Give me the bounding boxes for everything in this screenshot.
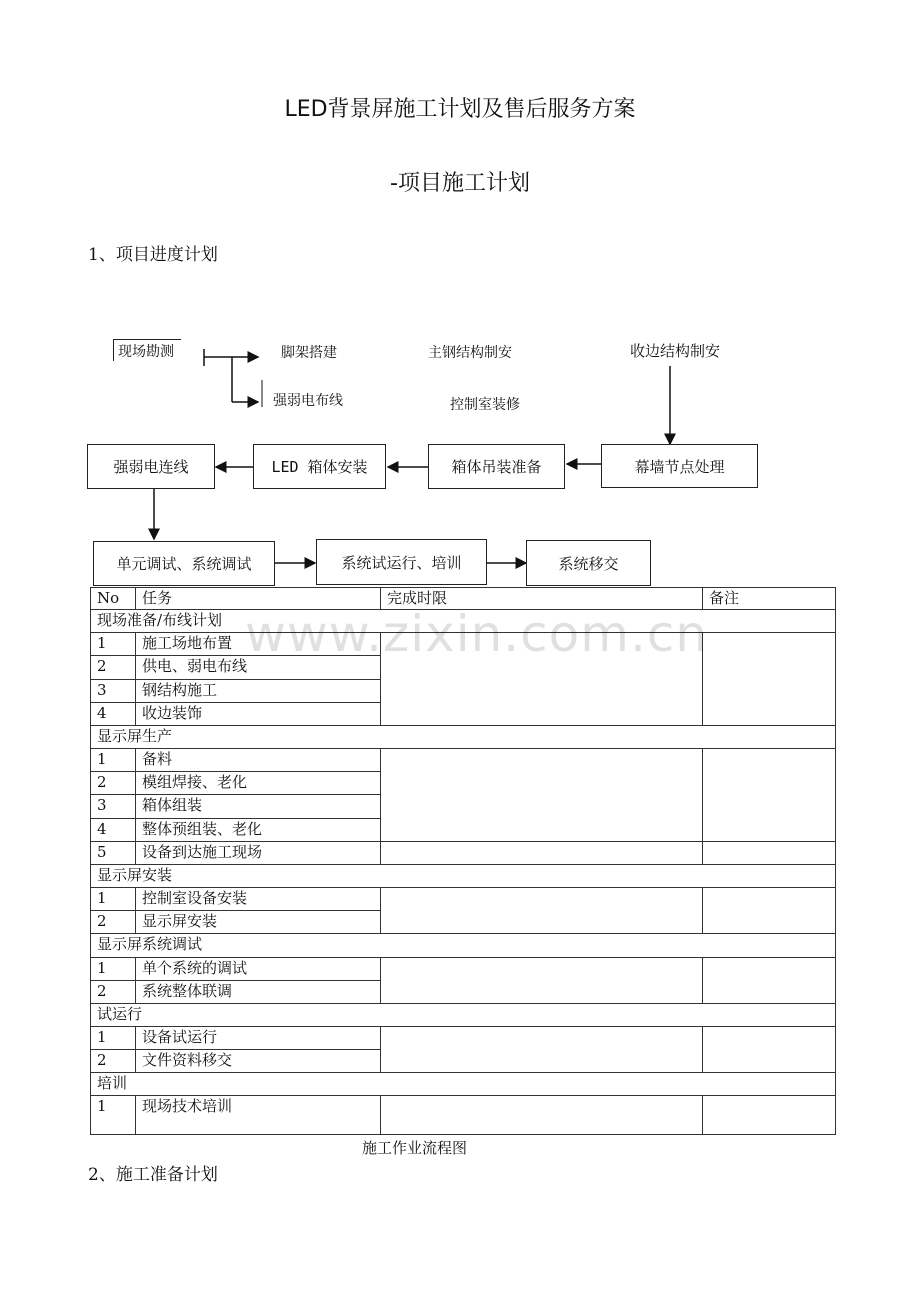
deadline-cell	[381, 888, 703, 934]
group-title: 培训	[91, 1073, 836, 1096]
watermark-text: www.zixin.com.cn	[245, 605, 709, 663]
remark-cell	[703, 957, 836, 1003]
remark-cell	[703, 888, 836, 934]
row-task: 箱体组装	[136, 795, 381, 818]
section-heading-2: 2、施工准备计划	[88, 1165, 218, 1185]
deadline-cell	[381, 841, 703, 864]
group-title: 显示屏生产	[91, 725, 836, 748]
row-task: 施工场地布置	[136, 633, 381, 656]
flow-node-edge-install: 收边结构制安	[630, 342, 721, 360]
row-no: 2	[91, 656, 136, 679]
flow-node-trial-training: 系统试运行、培训	[316, 539, 487, 585]
deadline-cell	[381, 1096, 703, 1135]
row-task: 设备到达施工现场	[136, 841, 381, 864]
header-task: 任务	[136, 588, 381, 610]
row-task: 单个系统的调试	[136, 957, 381, 980]
row-task: 整体预组装、老化	[136, 818, 381, 841]
row-no: 1	[91, 633, 136, 656]
flow-node-led-install: LED 箱体安装	[253, 444, 386, 489]
table-row	[91, 841, 836, 864]
figure-caption: 施工作业流程图	[362, 1139, 468, 1157]
row-task: 模组焊接、老化	[136, 772, 381, 795]
remark-cell	[703, 749, 836, 842]
row-no: 1	[91, 888, 136, 911]
deadline-cell	[381, 749, 703, 842]
row-task: 收边装饰	[136, 702, 381, 725]
row-no: 1	[91, 749, 136, 772]
remark-cell	[703, 1096, 836, 1135]
table-row	[91, 1096, 836, 1135]
row-task: 现场技术培训	[136, 1096, 381, 1135]
row-task: 控制室设备安装	[136, 888, 381, 911]
row-task: 显示屏安装	[136, 911, 381, 934]
schedule-table	[90, 587, 836, 1135]
flow-node-unit-debug: 单元调试、系统调试	[93, 541, 275, 586]
row-no: 5	[91, 841, 136, 864]
flow-node-curtain-node: 幕墙节点处理	[601, 444, 758, 488]
row-no: 2	[91, 980, 136, 1003]
group-title: 显示屏安装	[91, 864, 836, 887]
row-no: 3	[91, 679, 136, 702]
group-title: 显示屏系统调试	[91, 934, 836, 957]
row-no: 4	[91, 818, 136, 841]
row-no: 4	[91, 702, 136, 725]
row-task: 钢结构施工	[136, 679, 381, 702]
header-deadline: 完成时限	[381, 588, 703, 610]
row-task: 供电、弱电布线	[136, 656, 381, 679]
deadline-cell	[381, 957, 703, 1003]
section-heading-1: 1、项目进度计划	[88, 245, 218, 265]
flow-node-control-room: 控制室装修	[450, 397, 520, 413]
header-no: No	[91, 588, 136, 610]
flow-node-hoist-prep: 箱体吊装准备	[428, 444, 565, 489]
flow-node-handover: 系统移交	[526, 540, 651, 586]
group-title: 现场准备/布线计划	[91, 610, 836, 633]
row-task: 系统整体联调	[136, 980, 381, 1003]
remark-cell	[703, 1026, 836, 1072]
flow-node-power-connect: 强弱电连线	[87, 444, 215, 489]
row-no: 1	[91, 957, 136, 980]
table-row	[91, 888, 836, 911]
flow-node-steel-install: 主钢结构制安	[428, 345, 512, 361]
flow-diagram-connectors	[0, 0, 920, 600]
remark-cell	[703, 633, 836, 726]
header-remark: 备注	[703, 588, 836, 610]
group-title: 试运行	[91, 1003, 836, 1026]
row-no: 1	[91, 1026, 136, 1049]
row-task: 文件资料移交	[136, 1050, 381, 1073]
document-title: LED背景屏施工计划及售后服务方案	[284, 97, 636, 122]
flow-node-scaffold: 脚架搭建	[281, 345, 337, 361]
row-no: 2	[91, 772, 136, 795]
row-no: 2	[91, 911, 136, 934]
table-row	[91, 957, 836, 980]
flow-node-survey: 现场勘测	[113, 339, 181, 361]
table-row	[91, 749, 836, 772]
row-task: 设备试运行	[136, 1026, 381, 1049]
row-task: 备料	[136, 749, 381, 772]
table-row	[91, 1026, 836, 1049]
remark-cell	[703, 841, 836, 864]
flow-node-power-wiring: 强弱电布线	[273, 393, 343, 409]
document-subtitle: -项目施工计划	[390, 171, 530, 196]
row-no: 1	[91, 1096, 136, 1135]
row-no: 3	[91, 795, 136, 818]
deadline-cell	[381, 1026, 703, 1072]
row-no: 2	[91, 1050, 136, 1073]
